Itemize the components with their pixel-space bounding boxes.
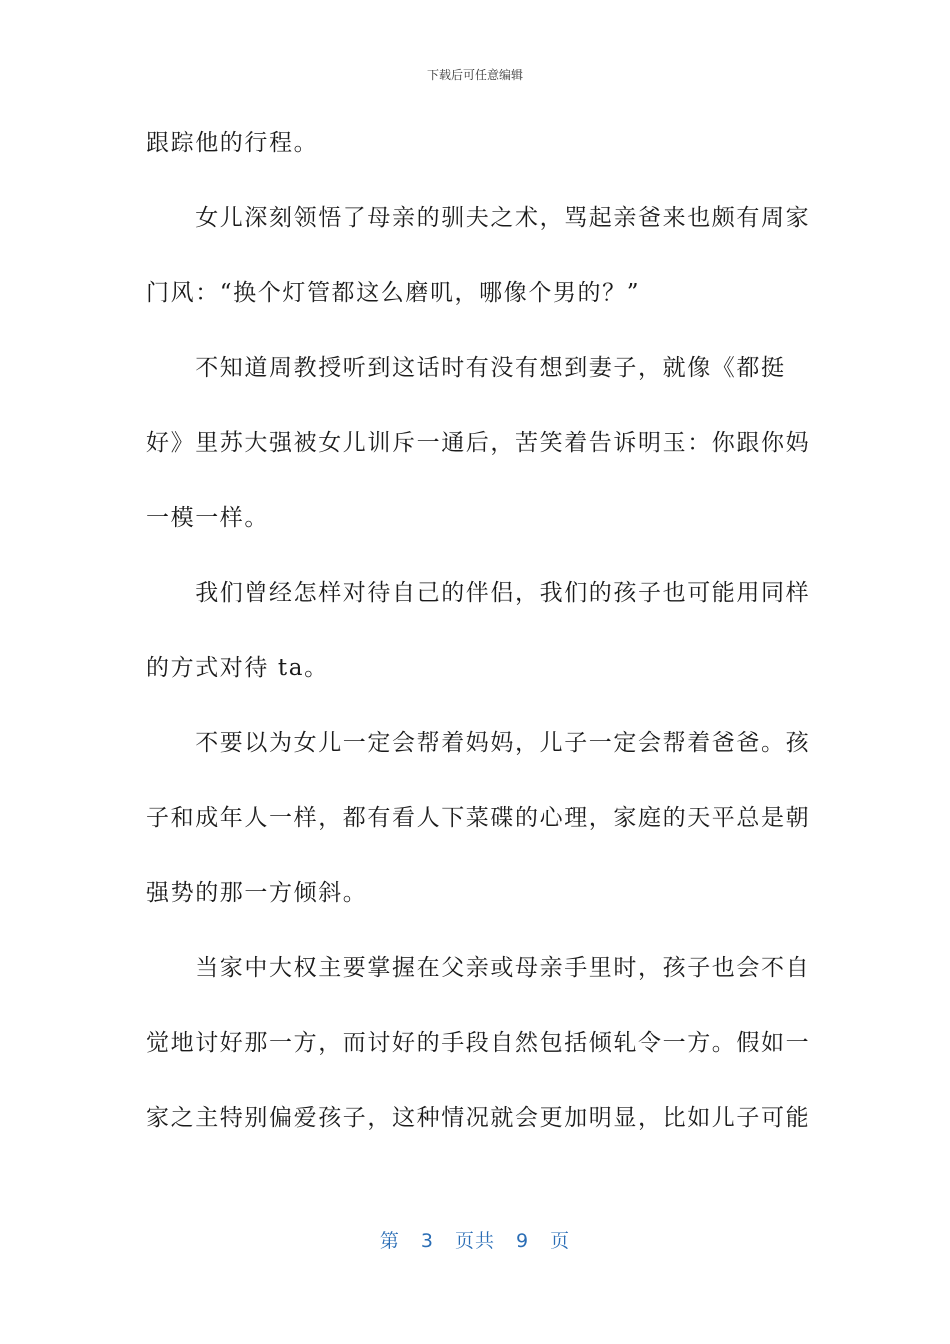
page-number-footer: 第 3 页共 9 页 — [379, 1230, 571, 1252]
text-line: 当家中大权主要掌握在父亲或母亲手里时，孩子也会不自 — [146, 955, 811, 981]
text-line: 好》里苏大强被女儿训斥一通后，苦笑着告诉明玉：你跟你妈 — [146, 430, 811, 456]
text-line: 女儿深刻领悟了母亲的驯夫之术，骂起亲爸来也颇有周家 — [146, 205, 811, 231]
text-line: 不要以为女儿一定会帮着妈妈，儿子一定会帮着爸爸。孩 — [146, 730, 811, 756]
text-line: 子和成年人一样，都有看人下菜碟的心理，家庭的天平总是朝 — [146, 805, 811, 831]
text-line: 不知道周教授听到这话时有没有想到妻子，就像《都挺 — [146, 355, 786, 381]
text-line: 觉地讨好那一方，而讨好的手段自然包括倾轧令一方。假如一 — [146, 1030, 811, 1056]
text-line: 门风：“换个灯管都这么磨叽，哪像个男的？” — [146, 280, 641, 306]
text-line: 一模一样。 — [146, 505, 269, 531]
text-line: 强势的那一方倾斜。 — [146, 880, 368, 906]
text-line: 家之主特别偏爱孩子，这种情况就会更加明显，比如儿子可能 — [146, 1105, 811, 1131]
page-header: 下载后可任意编辑 — [426, 68, 523, 82]
text-line: 的方式对待 ta。 — [146, 655, 329, 681]
text-line: 跟踪他的行程。 — [146, 130, 319, 156]
text-line: 我们曾经怎样对待自己的伴侣，我们的孩子也可能用同样 — [146, 580, 811, 606]
